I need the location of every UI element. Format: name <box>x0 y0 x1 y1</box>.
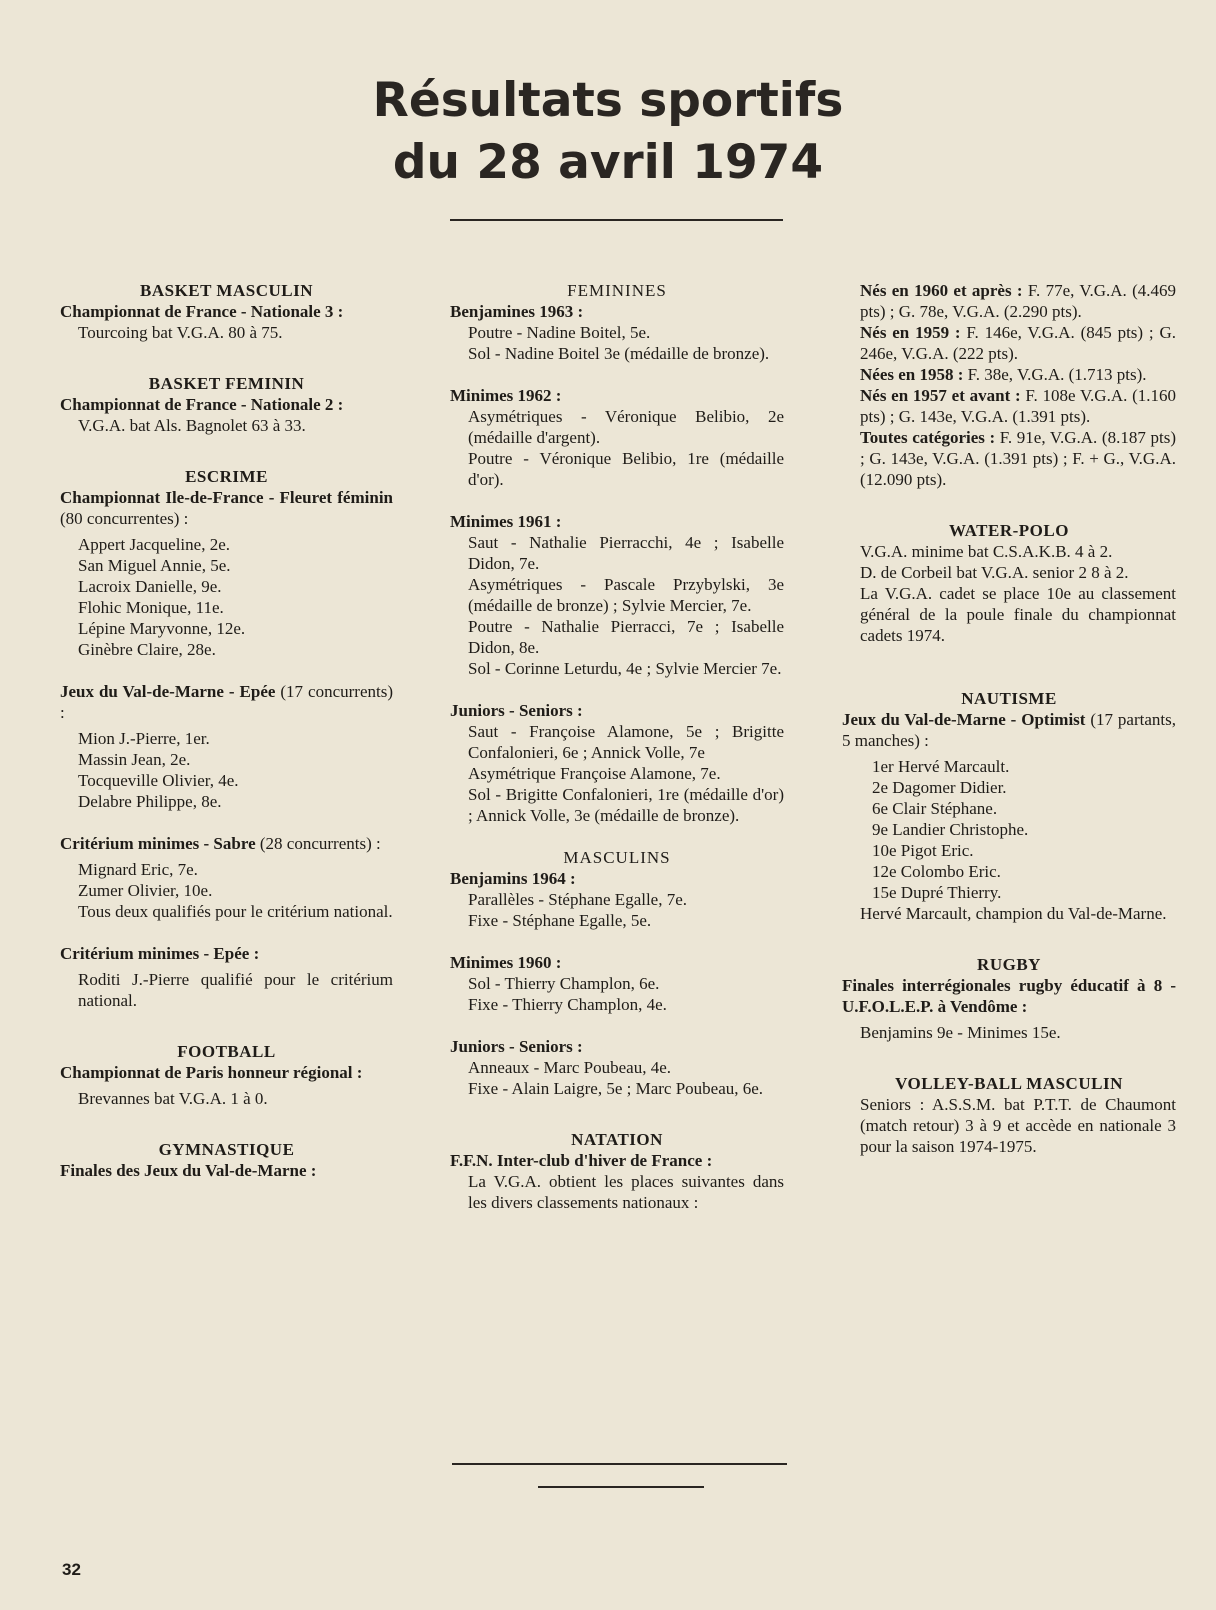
list-item: Flohic Monique, 11e. <box>78 598 224 617</box>
result-line: Asymétriques - Pascale Przybylski, 3e (médaille de bronze) ; Sylvie Mercier, 7e. <box>468 575 784 615</box>
list-item: Mion J.-Pierre, 1er. <box>78 729 210 748</box>
subheading: Jeux du Val-de-Marne - Epée (17 concurrents) : <box>60 682 393 722</box>
heading-volley-ball: VOLLEY-BALL MASCULIN <box>895 1074 1123 1093</box>
list-item: Appert Jacqueline, 2e. <box>78 535 230 554</box>
result-line: Poutre - Véronique Belibio, 1re (médaille d'or). <box>468 449 784 489</box>
note: Tous deux qualifiés pour le critérium national. <box>78 902 393 921</box>
subheading: Jeux du Val-de-Marne - Optimist (17 partants, 5 manches) : <box>842 710 1177 750</box>
list-item: 1er Hervé Marcault. <box>872 757 1010 776</box>
ranking-line: Nés en 1959 : F. 146e, V.G.A. (845 pts) ; G. 246e, V.G.A. (222 pts). <box>860 323 1176 363</box>
list-item: 6e Clair Stéphane. <box>872 799 998 818</box>
result-line: Sol - Corinne Leturdu, 4e ; Sylvie Mercier 7e. <box>468 659 782 678</box>
title-line-2: du 28 avril 1974 <box>392 135 824 190</box>
list-item: 9e Landier Christophe. <box>872 820 1029 839</box>
footer-rule-long <box>452 1463 787 1465</box>
heading-gymnastique: GYMNASTIQUE <box>158 1140 295 1159</box>
column-3 <box>842 280 1176 1157</box>
result-line: Fixe - Thierry Champlon, 4e. <box>468 995 667 1014</box>
column-1 <box>60 280 393 1181</box>
heading-natation: NATATION <box>571 1130 663 1149</box>
result-line: Seniors : A.S.S.M. bat P.T.T. de Chaumont (match retour) 3 à 9 et accède en nationale 3 pour la saison 1974-1975. <box>860 1095 1176 1156</box>
list-item: 15e Dupré Thierry. <box>872 883 1002 902</box>
result-line: Asymétrique Françoise Alamone, 7e. <box>468 764 721 783</box>
list-item: Lacroix Danielle, 9e. <box>78 577 222 596</box>
result-list <box>842 756 1176 903</box>
footer-rule-short <box>538 1486 704 1488</box>
list-item: 12e Colombo Eric. <box>872 862 1001 881</box>
result-line: Anneaux - Marc Poubeau, 4e. <box>468 1058 671 1077</box>
result-line: Poutre - Nathalie Pierracci, 7e ; Isabelle Didon, 8e. <box>468 617 784 657</box>
title-line-1: Résultats sportifs <box>372 73 844 128</box>
note: Hervé Marcault, champion du Val-de-Marne. <box>860 904 1167 923</box>
subheading: Critérium minimes - Epée : <box>60 944 260 963</box>
result-list <box>60 534 393 660</box>
list-item: Zumer Olivier, 10e. <box>78 881 213 900</box>
result-line: Sol - Nadine Boitel 3e (médaille de bronze). <box>468 344 770 363</box>
result-line: Saut - Françoise Alamone, 5e ; Brigitte Confalonieri, 6e ; Annick Volle, 7e <box>468 722 784 762</box>
subheading: Minimes 1960 : <box>450 953 562 972</box>
title-rule <box>450 219 783 221</box>
page-title <box>0 70 1216 194</box>
result-line: Tourcoing bat V.G.A. 80 à 75. <box>78 323 283 342</box>
heading-escrime: ESCRIME <box>185 467 268 486</box>
result-line: Sol - Thierry Champlon, 6e. <box>468 974 660 993</box>
subheading: Minimes 1962 : <box>450 386 562 405</box>
result-line: Fixe - Alain Laigre, 5e ; Marc Poubeau, 6e. <box>468 1079 764 1098</box>
result-line: Poutre - Nadine Boitel, 5e. <box>468 323 651 342</box>
list-item: 2e Dagomer Didier. <box>872 778 1007 797</box>
result-line: Asymétriques - Véronique Belibio, 2e (médaille d'argent). <box>468 407 784 447</box>
list-item: Tocqueville Olivier, 4e. <box>78 771 239 790</box>
list-item: Delabre Philippe, 8e. <box>78 792 222 811</box>
ranking-line: Nés en 1960 et après : F. 77e, V.G.A. (4.469 pts) ; G. 78e, V.G.A. (2.290 pts). <box>860 281 1176 321</box>
result-line: Brevannes bat V.G.A. 1 à 0. <box>78 1089 268 1108</box>
result-line: Saut - Nathalie Pierracchi, 4e ; Isabelle Didon, 7e. <box>468 533 784 573</box>
ranking-line: Nés en 1957 et avant : F. 108e V.G.A. (1.160 pts) ; G. 143e, V.G.A. (1.391 pts). <box>860 386 1176 426</box>
subheading: Benjamins 1964 : <box>450 869 576 888</box>
subheading: Minimes 1961 : <box>450 512 562 531</box>
subheading: Finales interrégionales rugby éducatif à 8 - U.F.O.L.E.P. à Vendôme : <box>842 976 1176 1016</box>
result-line: V.G.A. minime bat C.S.A.K.B. 4 à 2. <box>860 542 1113 561</box>
column-2 <box>450 280 784 1213</box>
subheading: Championnat de France - Nationale 2 : <box>60 395 344 414</box>
result-line: La V.G.A. obtient les places suivantes dans les divers classements nationaux : <box>468 1172 784 1212</box>
note: Roditi J.-Pierre qualifié pour le critérium national. <box>78 970 393 1010</box>
result-list <box>60 859 393 922</box>
result-line: D. de Corbeil bat V.G.A. senior 2 8 à 2. <box>860 563 1129 582</box>
list-item: Massin Jean, 2e. <box>78 750 191 769</box>
heading-basket-feminin: BASKET FEMININ <box>148 374 305 393</box>
list-item: Lépine Maryvonne, 12e. <box>78 619 246 638</box>
result-list <box>60 728 393 812</box>
result-line: Benjamins 9e - Minimes 15e. <box>860 1023 1061 1042</box>
result-line: La V.G.A. cadet se place 10e au classement général de la poule finale du championnat cadets 1974. <box>860 584 1176 645</box>
subheading: Championnat Ile-de-France - Fleuret féminin (80 concurrentes) : <box>60 488 393 528</box>
result-line: V.G.A. bat Als. Bagnolet 63 à 33. <box>78 416 306 435</box>
heading-rugby: RUGBY <box>977 955 1041 974</box>
result-line: Fixe - Stéphane Egalle, 5e. <box>468 911 652 930</box>
ranking-line: Toutes catégories : F. 91e, V.G.A. (8.187 pts) ; G. 143e, V.G.A. (1.391 pts) ; F. + G., V.G.A. (12.090 pts). <box>860 428 1176 489</box>
subheading: Finales des Jeux du Val-de-Marne : <box>60 1161 317 1180</box>
subheading: Juniors - Seniors : <box>450 701 583 720</box>
heading-basket-masculin: BASKET MASCULIN <box>140 281 313 300</box>
subheading: Championnat de France - Nationale 3 : <box>60 302 344 321</box>
heading-football: FOOTBALL <box>177 1042 276 1061</box>
list-item: San Miguel Annie, 5e. <box>78 556 231 575</box>
subheading: Benjamines 1963 : <box>450 302 584 321</box>
heading-water-polo: WATER-POLO <box>949 521 1069 540</box>
subheading: Juniors - Seniors : <box>450 1037 583 1056</box>
result-line: Sol - Brigitte Confalonieri, 1re (médaille d'or) ; Annick Volle, 3e (médaille de bronze). <box>468 785 784 825</box>
heading-masculins: MASCULINS <box>563 848 671 867</box>
page-number: 32 <box>62 1560 81 1579</box>
subheading: F.F.N. Inter-club d'hiver de France : <box>450 1151 713 1170</box>
subheading: Critérium minimes - Sabre (28 concurrents) : <box>60 834 381 853</box>
subheading: Championnat de Paris honneur régional : <box>60 1063 363 1082</box>
list-item: Mignard Eric, 7e. <box>78 860 198 879</box>
ranking-line: Nées en 1958 : F. 38e, V.G.A. (1.713 pts). <box>860 365 1147 384</box>
list-item: 10e Pigot Eric. <box>872 841 974 860</box>
list-item: Ginèbre Claire, 28e. <box>78 640 216 659</box>
heading-nautisme: NAUTISME <box>961 689 1057 708</box>
heading-feminines: FEMININES <box>567 281 667 300</box>
result-line: Parallèles - Stéphane Egalle, 7e. <box>468 890 688 909</box>
